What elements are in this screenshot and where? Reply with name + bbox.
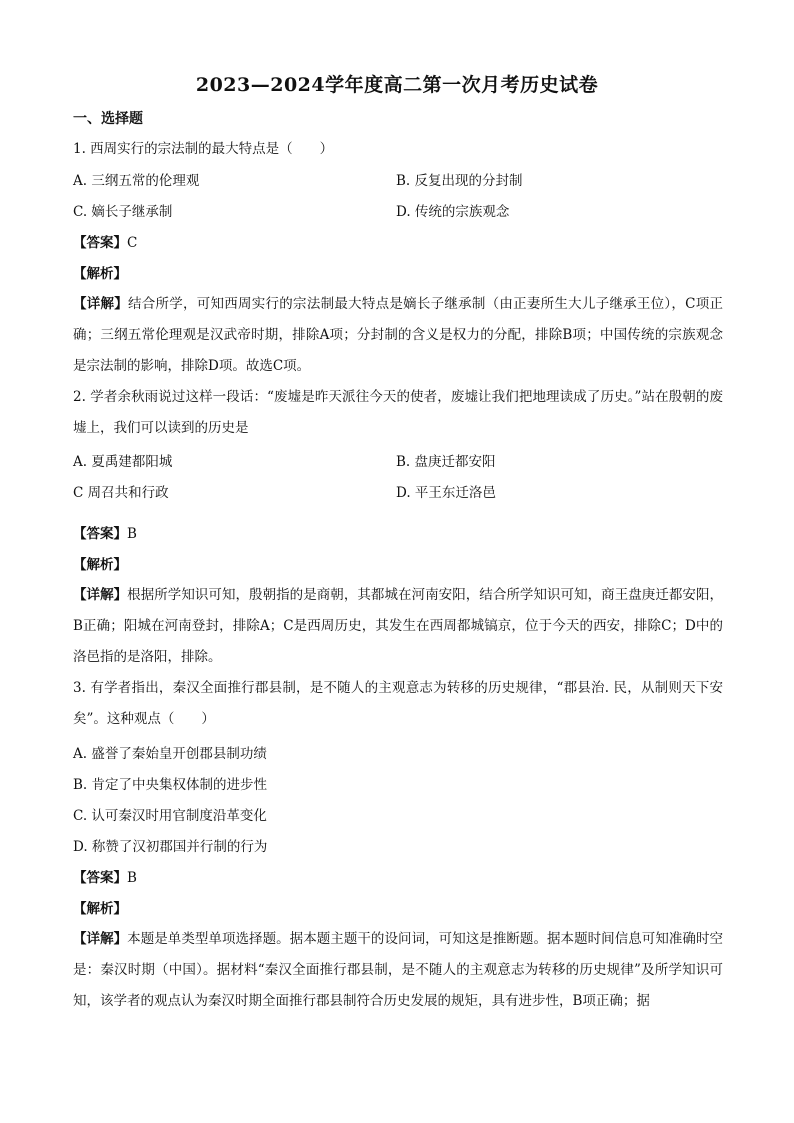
question-3-option-d: D. 称赞了汉初郡国并行制的行为 <box>73 839 268 855</box>
question-1-analysis-tag: 【解析】 <box>73 266 127 282</box>
question-1-option-a: A. 三纲五常的伦理观 <box>73 173 200 189</box>
question-2-stem-text: 2. 学者余秋雨说过这样一段话：“废墟是昨天派往今天的使者，废墟让我们把地理读成了历史。”站在殷朝的废墟上，我们可以读到的历史是 <box>73 389 723 436</box>
detail-tag: 【详解】 <box>73 296 129 312</box>
detail-text: 结合所学，可知西周实行的宗法制最大特点是嫡长子继承制（由正妻所生大儿子继承王位），C项正确；三纲五常伦理观是汉武帝时期，排除A项；分封制的含义是权力的分配，排除B项；中国传统的宗族观念是宗法制的影响，排除D项。故选C项。 <box>73 296 724 374</box>
answer-tag: 【答案】 <box>73 235 127 251</box>
question-3-analysis-tag: 【解析】 <box>73 901 127 917</box>
section-heading: 一、选择题 <box>73 111 143 127</box>
question-2-option-d: D. 平王东迁洛邑 <box>396 485 496 501</box>
question-1-option-d: D. 传统的宗族观念 <box>396 204 510 220</box>
question-1-stem: 1. 西周实行的宗法制的最大特点是（ ） <box>73 141 334 157</box>
question-3-stem-text: 3. 有学者指出，秦汉全面推行郡县制，是不随人的主观意志为转移的历史规律，“郡县治. 民，从制则天下安矣”。这种观点（ ） <box>73 680 723 727</box>
question-3-option-b: B. 肯定了中央集权体制的进步性 <box>73 777 268 793</box>
question-2-answer <box>73 525 723 543</box>
question-1-option-b: B. 反复出现的分封制 <box>396 173 523 189</box>
detail-tag: 【详解】 <box>73 587 128 603</box>
question-2-option-a: A. 夏禹建都阳城 <box>73 454 173 470</box>
detail-text: 根据所学知识可知，殷朝指的是商朝，其都城在河南安阳，结合所学知识可知，商王盘庚迁都安阳，B正确；阳城在河南登封，排除A；C是西周历史，其发生在西周都城镐京，位于今天的西安，排除C；D中的洛邑指的是洛阳，排除。 <box>73 587 724 665</box>
question-1-detail <box>73 289 723 382</box>
question-2-option-b: B. 盘庚迁都安阳 <box>396 454 496 470</box>
question-3-stem <box>73 673 723 735</box>
answer-tag: 【答案】 <box>73 526 127 542</box>
question-1-option-c: C. 嫡长子继承制 <box>73 204 173 220</box>
detail-text: 本题是单类型单项选择题。据本题主题干的设问词，可知这是推断题。据本题时间信息可知准确时空是：秦汉时期（中国）。据材料“秦汉全面推行郡县制，是不随人的主观意志为转移的历史规律”及所学知识可知，该学者的观点认为秦汉时期全面推行郡县制符合历史发展的规矩，具有进步性，B项正确；据 <box>73 931 724 1009</box>
question-2-analysis-tag: 【解析】 <box>73 557 127 573</box>
question-3-detail <box>73 924 723 1017</box>
question-2-option-c: C 周召共和行政 <box>73 485 169 501</box>
question-2-detail <box>73 580 723 673</box>
page-title: 2023—2024学年度高二第一次月考历史试卷 <box>195 74 599 96</box>
question-1-answer <box>73 234 723 252</box>
answer-tag: 【答案】 <box>73 870 127 886</box>
question-3-option-c: C. 认可秦汉时用官制度沿革变化 <box>73 808 267 824</box>
answer-value: B <box>127 870 137 886</box>
answer-value: B <box>127 526 137 542</box>
question-3-option-a: A. 盛誉了秦始皇开创郡县制功绩 <box>73 746 267 762</box>
answer-value: C <box>127 235 138 251</box>
question-3-answer <box>73 869 723 887</box>
question-2-stem <box>73 382 723 444</box>
detail-tag: 【详解】 <box>73 931 128 947</box>
